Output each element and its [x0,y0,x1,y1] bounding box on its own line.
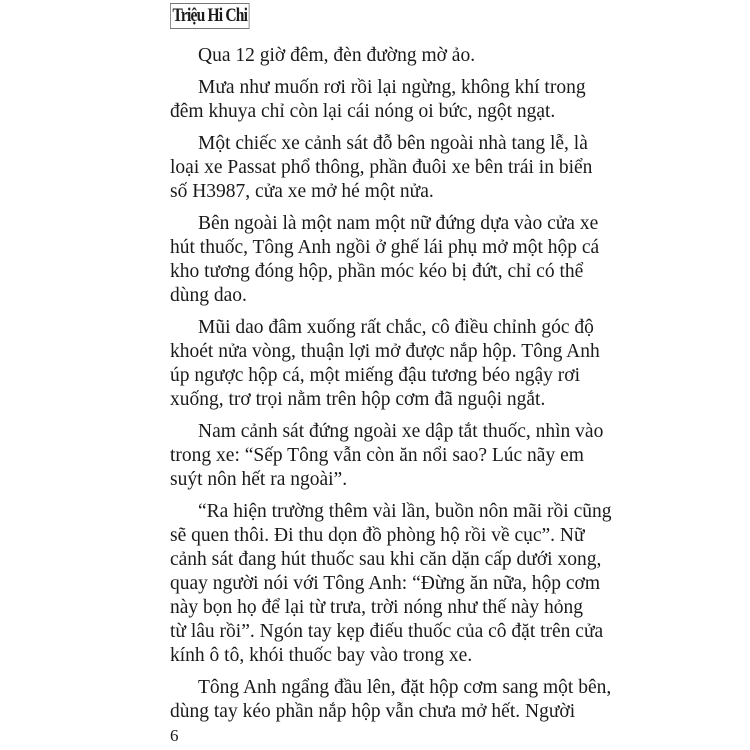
paragraph [170,212,600,308]
text-line: từ lâu rồi”. Ngón tay kẹp điếu thuốc của cô đặt trên cửa [170,621,604,642]
paragraph [170,132,593,204]
text-line: “Ra hiện trường thêm vài lần, buồn nôn mãi rồi cũng [198,501,612,522]
paragraph [170,500,612,668]
text-line: úp ngược hộp cá, một miếng đậu tương béo ngậy rơi [170,365,581,386]
text-line: sẽ quen thôi. Đi thu dọn đồ phòng hộ rồi về cục”. Nữ [170,525,585,546]
paragraph [170,76,586,124]
text-line: khoét nửa vòng, thuận lợi mở được nắp hộp. Tông Anh [170,341,600,362]
text-line: Mũi dao đâm xuống rất chắc, cô điều chỉnh góc độ [198,317,594,338]
text-line: dùng tay kéo phần nắp hộp vẫn chưa mở hết. Người [170,701,576,722]
text-line: Qua 12 giờ đêm, đèn đường mờ ảo. [198,45,476,66]
text-line: dùng dao. [170,285,247,306]
text-line: quay người nói với Tông Anh: “Đừng ăn nữa, hộp cơm [170,573,601,594]
text-line: xuống, trơ trọi nằm trên hộp cơm đã nguội ngắt. [170,389,546,410]
text-line: số H3987, cửa xe mở hé một nửa. [170,181,434,202]
text-line: đêm khuya chỉ còn lại cái nóng oi bức, ngột ngạt. [170,101,556,122]
paragraph [170,676,612,724]
page-number: 6 [170,726,179,745]
text-line: suýt nôn hết ra ngoài”. [170,469,348,490]
text-line: Một chiếc xe cảnh sát đỗ bên ngoài nhà tang lễ, là [198,133,588,154]
text-line: kho tương đóng hộp, phần móc kéo bị đứt, chỉ có thể [170,261,584,282]
text-line: trong xe: “Sếp Tông vẫn còn ăn nổi sao? Lúc nãy em [170,445,584,466]
running-header-author: Triệu Hi Chi [170,3,250,29]
text-line: loại xe Passat phổ thông, phần đuôi xe bên trái in biển [170,157,593,178]
text-line: hút thuốc, Tông Anh ngồi ở ghế lái phụ mở một hộp cá [170,237,600,258]
text-line: Tông Anh ngẩng đầu lên, đặt hộp cơm sang một bên, [198,677,612,698]
page-body [170,44,612,732]
text-line: Mưa như muốn rơi rồi lại ngừng, không khí trong [198,77,586,98]
text-line: cảnh sát đang hút thuốc sau khi căn dặn cấp dưới xong, [170,549,602,570]
paragraph [170,44,566,68]
paragraph [170,420,604,492]
text-line: Nam cảnh sát đứng ngoài xe dập tắt thuốc, nhìn vào [198,421,604,442]
text-line: Bên ngoài là một nam một nữ đứng dựa vào cửa xe [198,213,599,234]
paragraph [170,316,600,412]
text-line: kính ô tô, khói thuốc bay vào trong xe. [170,645,473,666]
text-line: này bọn họ để lại từ trưa, trời nóng như thế này hỏng [170,597,583,618]
